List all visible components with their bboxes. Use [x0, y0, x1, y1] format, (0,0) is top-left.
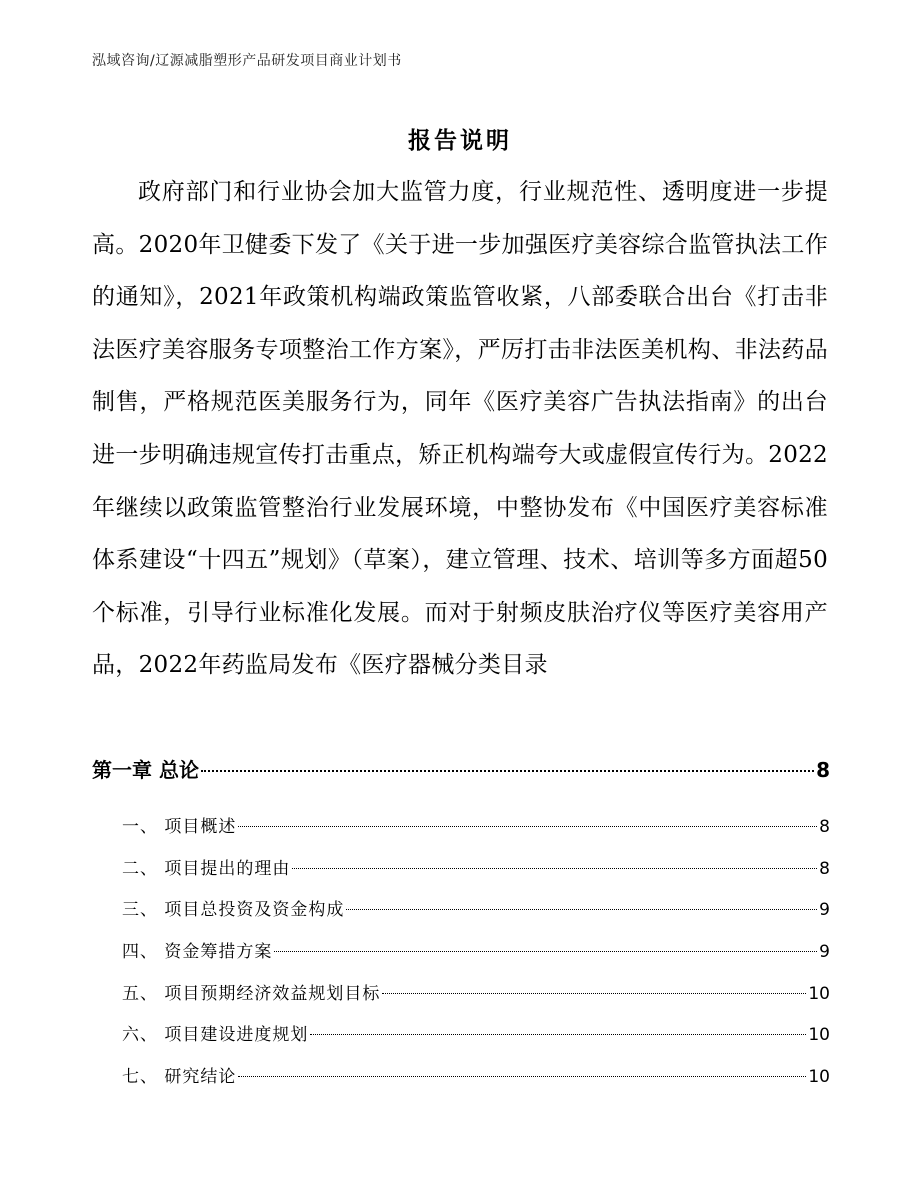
toc-entry-label: 三、 项目总投资及资金构成	[122, 900, 345, 921]
toc-chapter-entry[interactable]	[92, 754, 830, 784]
toc-entry-label: 二、 项目提出的理由	[122, 858, 291, 879]
toc-entry[interactable]	[92, 1062, 830, 1104]
toc-entry-label: 一、 项目概述	[122, 817, 237, 837]
dot-leader	[238, 826, 817, 827]
toc-entry-label: 五、 项目预期经济效益规划目标	[122, 983, 381, 1004]
toc-entry[interactable]	[92, 1020, 830, 1062]
dot-leader	[346, 909, 817, 910]
dot-leader	[238, 1076, 806, 1077]
toc-entry[interactable]	[92, 854, 830, 896]
dot-leader	[201, 770, 814, 772]
toc-entry[interactable]	[92, 937, 830, 979]
toc-chapter-label: 第一章 总论	[92, 758, 199, 782]
toc-entry-label: 六、 项目建设进度规划	[122, 1025, 309, 1046]
dot-leader	[310, 1034, 806, 1035]
table-of-contents	[92, 754, 830, 1104]
toc-entry-page: 10	[808, 983, 830, 1004]
toc-entry-page: 10	[808, 1025, 830, 1046]
toc-entry-label: 四、 资金筹措方案	[122, 942, 273, 963]
report-paragraph: 政府部门和行业协会加大监管力度，行业规范性、透明度进一步提高。2020年卫健委下发了《关于进一步加强医疗美容综合监管执法工作的通知》，2021年政策机构端政策监管收紧，八部委联合出台《打击非法医疗美容服务专项整治工作方案》，严厉打击非法医美机构、非法药品制售，严格规范医美服务行为，同年《医疗美容广告执法指南》的出台进一步明确违规宣传打击重点，矫正机构端夸大或虚假宣传行为。2022年继续以政策监管整治行业发展环境，中整协发布《中国医疗美容标准体系建设“十四五”规划》（草案），建立管理、技术、培训等多方面超50个标准，引导行业标准化发展。而对于射频皮肤治疗仪等医疗美容用产品，2022年药监局发布《医疗器械分类目录	[92, 179, 828, 679]
section-title: 报告说明	[408, 128, 512, 154]
toc-entry-label: 七、 研究结论	[122, 1067, 237, 1088]
toc-entry-page: 10	[808, 1067, 830, 1088]
toc-entry-page: 9	[819, 900, 830, 921]
toc-entry-page: 8	[819, 858, 830, 879]
toc-entry[interactable]	[92, 979, 830, 1021]
running-header: 泓域咨询/辽源减脂塑形产品研发项目商业计划书	[92, 53, 402, 69]
toc-entry[interactable]	[92, 895, 830, 937]
toc-chapter-page: 8	[816, 758, 830, 782]
dot-leader	[274, 951, 817, 952]
toc-entry[interactable]	[92, 812, 830, 854]
toc-entry-page: 9	[819, 942, 830, 963]
toc-entry-page: 8	[819, 817, 830, 837]
dot-leader	[292, 868, 817, 869]
dot-leader	[382, 993, 806, 994]
